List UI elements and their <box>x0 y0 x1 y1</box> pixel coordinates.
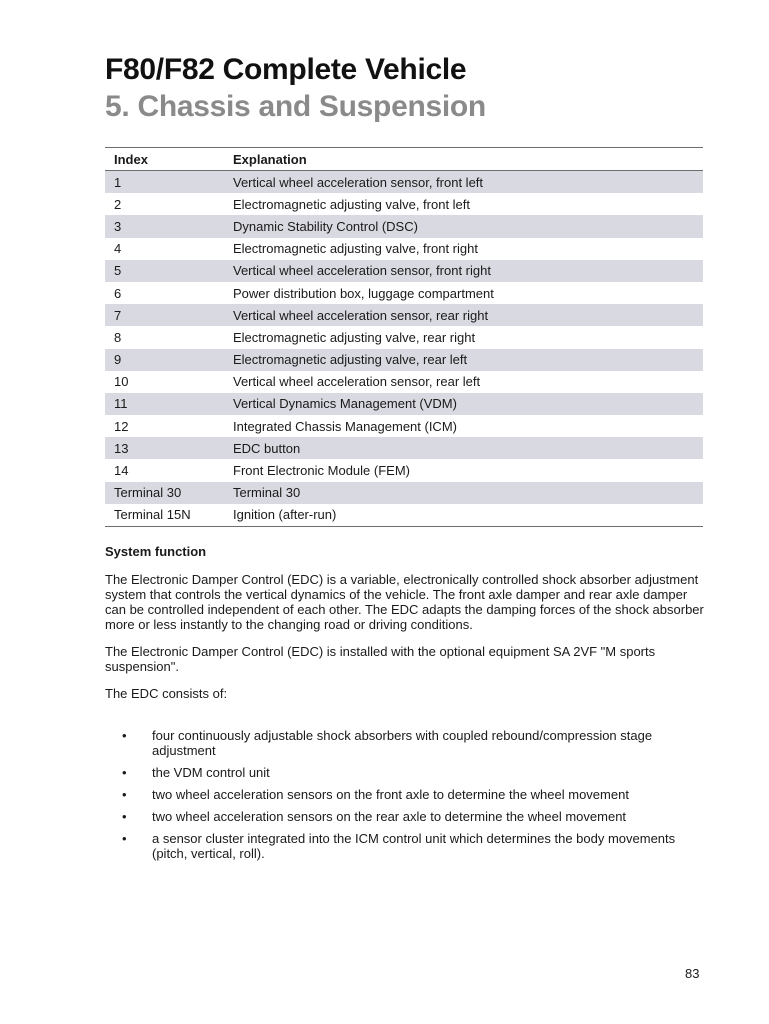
page-number: 83 <box>685 966 700 981</box>
table-row <box>105 415 703 437</box>
cell-explanation: Electromagnetic adjusting valve, rear left <box>233 352 468 368</box>
list-item-text: two wheel acceleration sensors on the front axle to determine the wheel movement <box>152 787 629 802</box>
paragraph: The Electronic Damper Control (EDC) is a variable, electronically controlled shock absorber adjustment system that controls the vertical dynamics of the vehicle. The front axle damper and rear axle damper can be controlled independent of each other. The EDC adapts the damping forces of the shock absorber more or less instantly to the changing road or driving conditions. <box>105 572 704 632</box>
list-item <box>105 765 705 780</box>
table-row <box>105 171 703 193</box>
bullet-icon: • <box>122 765 127 780</box>
table-row <box>105 459 703 481</box>
cell-explanation: Dynamic Stability Control (DSC) <box>233 218 418 234</box>
table-row <box>105 304 703 326</box>
paragraph: The EDC consists of: <box>105 686 228 701</box>
bullet-icon: • <box>122 728 127 743</box>
table-row <box>105 238 703 260</box>
cell-index: 6 <box>114 285 122 301</box>
cell-index: Terminal 30 <box>114 485 182 501</box>
list-item <box>105 787 705 802</box>
table-row <box>105 393 703 415</box>
table-row <box>105 260 703 282</box>
table-row <box>105 504 703 526</box>
cell-explanation: Integrated Chassis Management (ICM) <box>233 418 457 434</box>
cell-explanation: Electromagnetic adjusting valve, front left <box>233 196 471 212</box>
page-subtitle: 5. Chassis and Suspension <box>105 90 486 123</box>
cell-index: 4 <box>114 241 122 257</box>
cell-index: 7 <box>114 307 122 323</box>
list-item-text: a sensor cluster integrated into the ICM control unit which determines the body movements (pitch, vertical, roll). <box>152 831 676 861</box>
list-item <box>105 831 705 861</box>
cell-explanation: Vertical Dynamics Management (VDM) <box>233 396 457 412</box>
table-header-row <box>105 148 703 171</box>
cell-explanation: Ignition (after-run) <box>233 507 337 523</box>
cell-index: 11 <box>114 396 128 412</box>
table-row <box>105 482 703 504</box>
table-row <box>105 437 703 459</box>
page-title: F80/F82 Complete Vehicle <box>105 53 467 86</box>
column-header-index: Index <box>114 151 148 167</box>
index-table <box>105 147 703 527</box>
bullet-list <box>105 728 705 861</box>
cell-explanation: Vertical wheel acceleration sensor, front left <box>233 174 484 190</box>
list-item-text: the VDM control unit <box>152 765 270 780</box>
system-function-section <box>105 544 705 868</box>
list-item-text: four continuously adjustable shock absorbers with coupled rebound/compression stage adjustment <box>152 728 653 758</box>
table-row <box>105 215 703 237</box>
paragraph: The Electronic Damper Control (EDC) is installed with the optional equipment SA 2VF "M sports suspension". <box>105 644 656 674</box>
bullet-icon: • <box>122 787 127 802</box>
cell-explanation: Vertical wheel acceleration sensor, rear left <box>233 374 481 390</box>
cell-index: Terminal 15N <box>114 507 191 523</box>
cell-explanation: EDC button <box>233 440 301 456</box>
table-row <box>105 371 703 393</box>
list-item <box>105 728 705 758</box>
list-item <box>105 809 705 824</box>
cell-explanation: Electromagnetic adjusting valve, front right <box>233 241 478 257</box>
cell-index: 1 <box>114 174 122 190</box>
table-row <box>105 326 703 348</box>
cell-index: 12 <box>114 418 129 434</box>
table-row <box>105 282 703 304</box>
cell-index: 8 <box>114 329 122 345</box>
column-header-explanation: Explanation <box>233 151 307 167</box>
bullet-icon: • <box>122 809 127 824</box>
table-row <box>105 349 703 371</box>
cell-explanation: Front Electronic Module (FEM) <box>233 463 410 479</box>
cell-index: 10 <box>114 374 129 390</box>
cell-index: 3 <box>114 218 122 234</box>
section-heading: System function <box>105 544 207 559</box>
bullet-icon: • <box>122 831 127 846</box>
cell-index: 5 <box>114 263 122 279</box>
cell-index: 13 <box>114 440 129 456</box>
cell-explanation: Vertical wheel acceleration sensor, front right <box>233 263 491 279</box>
cell-explanation: Vertical wheel acceleration sensor, rear right <box>233 307 489 323</box>
cell-explanation: Power distribution box, luggage compartment <box>233 285 494 301</box>
cell-index: 9 <box>114 352 122 368</box>
cell-index: 2 <box>114 196 122 212</box>
table-body <box>105 171 703 526</box>
list-item-text: two wheel acceleration sensors on the rear axle to determine the wheel movement <box>152 809 627 824</box>
cell-index: 14 <box>114 463 129 479</box>
cell-explanation: Electromagnetic adjusting valve, rear right <box>233 329 476 345</box>
cell-explanation: Terminal 30 <box>233 485 301 501</box>
table-row <box>105 193 703 215</box>
